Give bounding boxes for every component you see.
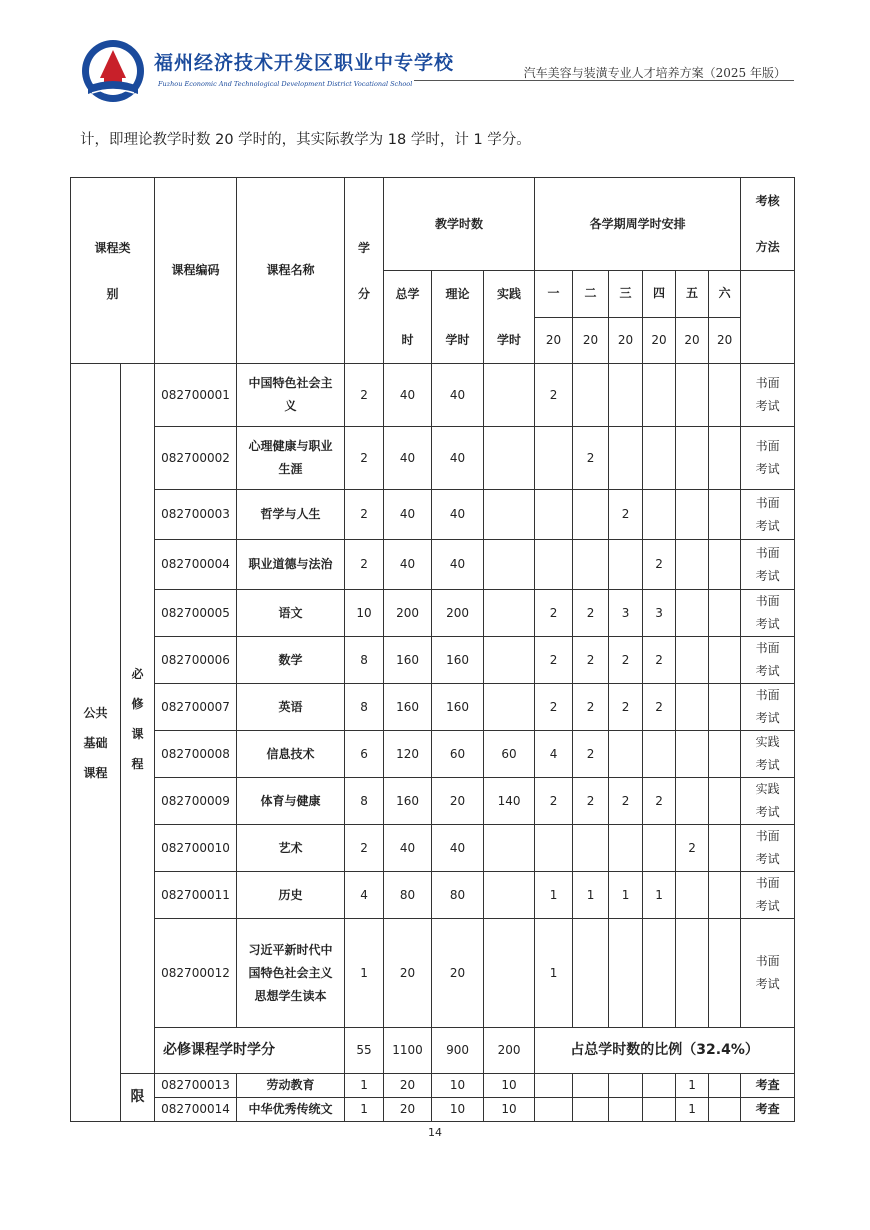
header-practice: 实践学时 xyxy=(484,271,535,364)
school-logo xyxy=(80,38,455,104)
semester-hours xyxy=(535,490,573,540)
summary-theory-hours: 900 xyxy=(432,1028,484,1074)
course-assess-text: 书面考试 xyxy=(755,495,780,533)
course-total-hours: 160 xyxy=(384,778,432,825)
course-code: 082700005 xyxy=(155,590,237,637)
course-practice-hours xyxy=(484,490,535,540)
course-name: 劳动教育 xyxy=(237,1074,345,1098)
semester-hours: 2 xyxy=(573,590,609,637)
course-total-hours: 160 xyxy=(384,637,432,684)
semester-hours: 1 xyxy=(609,872,643,919)
course-total-hours: 40 xyxy=(384,364,432,427)
page-number: 14 xyxy=(428,1126,442,1139)
course-theory-hours: 10 xyxy=(432,1074,484,1098)
semester-hours: 2 xyxy=(609,778,643,825)
course-credit: 1 xyxy=(345,1098,384,1122)
course-practice-hours: 140 xyxy=(484,778,535,825)
course-assess-text: 书面考试 xyxy=(755,376,780,413)
semester-hours xyxy=(676,364,709,427)
course-theory-hours: 160 xyxy=(432,684,484,731)
semester-weeks: 20 xyxy=(643,317,676,364)
table-row xyxy=(71,1098,795,1122)
course-practice-hours xyxy=(484,540,535,590)
course-practice-hours: 10 xyxy=(484,1074,535,1098)
course-assess xyxy=(741,364,795,427)
semester-weeks: 20 xyxy=(535,317,573,364)
semester-hours xyxy=(709,684,741,731)
course-name: 习近平新时代中国特色社会主义思想学生读本 xyxy=(237,919,345,1028)
school-name-en: Fuzhou Economic And Technological Development District Vocational School xyxy=(158,80,413,88)
course-code: 082700006 xyxy=(155,637,237,684)
course-code: 082700011 xyxy=(155,872,237,919)
summary-row xyxy=(71,1028,795,1074)
semester-hours xyxy=(609,731,643,778)
semester-hours: 3 xyxy=(643,590,676,637)
summary-label: 必修课程学时学分 xyxy=(155,1028,345,1074)
course-credit: 2 xyxy=(345,427,384,490)
course-assess-text: 书面考试 xyxy=(755,688,780,725)
semester-hours: 2 xyxy=(643,684,676,731)
course-name: 心理健康与职业生涯 xyxy=(237,427,345,490)
course-assess-text: 书面考试 xyxy=(755,594,780,631)
semester-hours xyxy=(676,684,709,731)
course-assess xyxy=(741,684,795,731)
course-credit: 8 xyxy=(345,684,384,731)
table-row xyxy=(71,778,795,825)
course-total-hours: 40 xyxy=(384,490,432,540)
header-assess-blank xyxy=(741,271,795,364)
course-assess xyxy=(741,590,795,637)
course-name: 历史 xyxy=(237,872,345,919)
course-credit: 1 xyxy=(345,1074,384,1098)
table-row xyxy=(71,919,795,1028)
semester-hours xyxy=(643,364,676,427)
course-credit: 2 xyxy=(345,364,384,427)
course-credit: 2 xyxy=(345,540,384,590)
course-code: 082700013 xyxy=(155,1074,237,1098)
course-theory-hours: 20 xyxy=(432,919,484,1028)
semester-hours xyxy=(535,1098,573,1122)
header-theory: 理论学时 xyxy=(432,271,484,364)
school-emblem-icon xyxy=(80,38,146,104)
table-row xyxy=(71,637,795,684)
course-total-hours: 20 xyxy=(384,1098,432,1122)
semester-hours xyxy=(535,427,573,490)
document-title: 汽车美容与装潢专业人才培养方案（2025 年版） xyxy=(523,66,786,80)
semester-weeks: 20 xyxy=(609,317,643,364)
semester-hours xyxy=(609,825,643,872)
semester-hours: 2 xyxy=(573,427,609,490)
course-practice-hours xyxy=(484,590,535,637)
course-credit: 8 xyxy=(345,637,384,684)
semester-hours: 2 xyxy=(535,364,573,427)
semester-hours: 2 xyxy=(643,637,676,684)
intro-paragraph: 计，即理论教学时数 20 学时的，其实际教学为 18 学时，计 1 学分。 xyxy=(80,132,531,148)
course-code: 082700009 xyxy=(155,778,237,825)
course-assess xyxy=(741,540,795,590)
course-assess-text: 书面考试 xyxy=(755,876,780,913)
semester-hours: 1 xyxy=(643,872,676,919)
semester-hours xyxy=(676,731,709,778)
table-row xyxy=(71,490,795,540)
course-theory-hours: 40 xyxy=(432,490,484,540)
course-assess: 考查 xyxy=(741,1074,795,1098)
semester-hours: 2 xyxy=(609,684,643,731)
course-code: 082700010 xyxy=(155,825,237,872)
category-limited: 限 xyxy=(121,1074,155,1122)
category-public-basic xyxy=(71,364,121,1122)
semester-hours xyxy=(609,427,643,490)
semester-hours xyxy=(643,1098,676,1122)
course-assess xyxy=(741,637,795,684)
course-total-hours: 40 xyxy=(384,427,432,490)
header-name: 课程名称 xyxy=(237,178,345,364)
course-assess xyxy=(741,427,795,490)
semester-hours xyxy=(676,427,709,490)
semester-hours: 2 xyxy=(573,637,609,684)
course-name: 数学 xyxy=(237,637,345,684)
semester-label: 六 xyxy=(709,271,741,318)
semester-hours xyxy=(676,872,709,919)
course-assess xyxy=(741,825,795,872)
semester-hours xyxy=(709,825,741,872)
course-name: 英语 xyxy=(237,684,345,731)
course-credit: 10 xyxy=(345,590,384,637)
semester-hours: 4 xyxy=(535,731,573,778)
category-public-basic-label: 公共基础课程 xyxy=(83,705,108,780)
course-total-hours: 120 xyxy=(384,731,432,778)
semester-hours xyxy=(535,1074,573,1098)
table-row xyxy=(71,872,795,919)
semester-hours: 2 xyxy=(535,684,573,731)
table-row xyxy=(71,825,795,872)
course-assess-text: 实践考试 xyxy=(755,782,780,819)
course-code: 082700001 xyxy=(155,364,237,427)
course-total-hours: 200 xyxy=(384,590,432,637)
course-name: 信息技术 xyxy=(237,731,345,778)
course-theory-hours: 40 xyxy=(432,364,484,427)
course-code: 082700002 xyxy=(155,427,237,490)
course-name: 职业道德与法治 xyxy=(237,540,345,590)
course-total-hours: 40 xyxy=(384,825,432,872)
semester-weeks: 20 xyxy=(573,317,609,364)
semester-hours: 2 xyxy=(535,778,573,825)
semester-label: 二 xyxy=(573,271,609,318)
table-row xyxy=(71,1074,795,1098)
semester-hours xyxy=(709,1098,741,1122)
course-table xyxy=(70,177,795,1122)
course-theory-hours: 40 xyxy=(432,540,484,590)
semester-hours: 1 xyxy=(573,872,609,919)
table-row xyxy=(71,684,795,731)
semester-hours: 3 xyxy=(609,590,643,637)
semester-hours xyxy=(643,490,676,540)
course-theory-hours: 160 xyxy=(432,637,484,684)
table-row xyxy=(71,590,795,637)
table-row xyxy=(71,540,795,590)
semester-hours xyxy=(643,731,676,778)
course-practice-hours xyxy=(484,872,535,919)
course-assess-text: 书面考试 xyxy=(755,439,780,476)
course-assess-text: 实践考试 xyxy=(755,735,780,772)
course-assess xyxy=(741,490,795,540)
header-assess: 考核方法 xyxy=(741,178,795,271)
course-code: 082700008 xyxy=(155,731,237,778)
course-assess-text: 书面考试 xyxy=(755,641,780,678)
semester-hours: 2 xyxy=(573,731,609,778)
course-name: 语文 xyxy=(237,590,345,637)
semester-hours: 1 xyxy=(676,1074,709,1098)
semester-hours xyxy=(676,590,709,637)
semester-hours xyxy=(709,590,741,637)
header-code: 课程编码 xyxy=(155,178,237,364)
semester-hours: 1 xyxy=(676,1098,709,1122)
semester-hours xyxy=(535,540,573,590)
header-category: 课程类别 xyxy=(71,178,155,364)
semester-hours: 2 xyxy=(676,825,709,872)
course-code: 082700003 xyxy=(155,490,237,540)
school-name-cn: 福州经济技术开发区职业中专学校 xyxy=(154,52,455,74)
summary-credit: 55 xyxy=(345,1028,384,1074)
semester-hours xyxy=(709,427,741,490)
course-total-hours: 160 xyxy=(384,684,432,731)
semester-weeks: 20 xyxy=(709,317,741,364)
course-practice-hours xyxy=(484,637,535,684)
semester-hours xyxy=(709,637,741,684)
course-practice-hours xyxy=(484,427,535,490)
course-practice-hours: 10 xyxy=(484,1098,535,1122)
course-code: 082700007 xyxy=(155,684,237,731)
course-assess: 考查 xyxy=(741,1098,795,1122)
course-practice-hours: 60 xyxy=(484,731,535,778)
course-credit: 2 xyxy=(345,825,384,872)
semester-hours xyxy=(676,540,709,590)
course-theory-hours: 10 xyxy=(432,1098,484,1122)
semester-label: 一 xyxy=(535,271,573,318)
semester-hours xyxy=(609,540,643,590)
summary-ratio: 占总学时数的比例（32.4%） xyxy=(535,1028,795,1074)
table-row xyxy=(71,364,795,427)
semester-hours xyxy=(573,1098,609,1122)
header-total: 总学时 xyxy=(384,271,432,364)
semester-hours xyxy=(676,919,709,1028)
header-divider xyxy=(414,80,794,81)
course-name: 体育与健康 xyxy=(237,778,345,825)
semester-hours xyxy=(676,637,709,684)
course-theory-hours: 40 xyxy=(432,825,484,872)
semester-hours xyxy=(709,778,741,825)
course-code: 082700012 xyxy=(155,919,237,1028)
course-assess xyxy=(741,919,795,1028)
semester-hours xyxy=(643,1074,676,1098)
semester-hours: 1 xyxy=(535,919,573,1028)
semester-hours xyxy=(709,540,741,590)
category-required xyxy=(121,364,155,1074)
semester-hours xyxy=(573,490,609,540)
course-assess-text: 书面考试 xyxy=(755,829,780,866)
semester-hours xyxy=(643,825,676,872)
table-row xyxy=(71,731,795,778)
semester-hours xyxy=(609,1098,643,1122)
semester-label: 五 xyxy=(676,271,709,318)
course-credit: 6 xyxy=(345,731,384,778)
semester-hours xyxy=(609,364,643,427)
semester-label: 三 xyxy=(609,271,643,318)
course-code: 082700004 xyxy=(155,540,237,590)
course-total-hours: 20 xyxy=(384,1074,432,1098)
semester-hours: 2 xyxy=(643,540,676,590)
course-assess-text: 书面考试 xyxy=(755,545,780,583)
semester-hours: 2 xyxy=(535,590,573,637)
course-assess xyxy=(741,731,795,778)
course-practice-hours xyxy=(484,684,535,731)
course-credit: 1 xyxy=(345,919,384,1028)
course-total-hours: 40 xyxy=(384,540,432,590)
course-assess xyxy=(741,778,795,825)
semester-hours: 2 xyxy=(609,490,643,540)
header-semesters: 各学期周学时安排 xyxy=(535,178,741,271)
semester-hours xyxy=(676,778,709,825)
semester-hours xyxy=(535,825,573,872)
course-theory-hours: 20 xyxy=(432,778,484,825)
table-row xyxy=(71,427,795,490)
header-hours: 教学时数 xyxy=(384,178,535,271)
semester-hours xyxy=(676,490,709,540)
category-required-label: 必修课程 xyxy=(131,666,144,771)
semester-hours xyxy=(643,427,676,490)
header-credit: 学分 xyxy=(345,178,384,364)
semester-hours xyxy=(609,1074,643,1098)
semester-hours xyxy=(573,1074,609,1098)
course-theory-hours: 80 xyxy=(432,872,484,919)
course-name: 哲学与人生 xyxy=(237,490,345,540)
course-name: 艺术 xyxy=(237,825,345,872)
course-total-hours: 20 xyxy=(384,919,432,1028)
semester-hours xyxy=(709,490,741,540)
course-practice-hours xyxy=(484,825,535,872)
course-assess xyxy=(741,872,795,919)
course-credit: 2 xyxy=(345,490,384,540)
semester-weeks: 20 xyxy=(676,317,709,364)
semester-hours xyxy=(573,364,609,427)
summary-practice-hours: 200 xyxy=(484,1028,535,1074)
semester-hours xyxy=(709,919,741,1028)
semester-hours: 2 xyxy=(573,684,609,731)
course-credit: 4 xyxy=(345,872,384,919)
semester-hours xyxy=(709,1074,741,1098)
course-name: 中华优秀传统文 xyxy=(237,1098,345,1122)
page-header xyxy=(0,0,870,110)
course-practice-hours xyxy=(484,919,535,1028)
course-theory-hours: 40 xyxy=(432,427,484,490)
semester-hours: 2 xyxy=(535,637,573,684)
semester-hours: 2 xyxy=(609,637,643,684)
semester-hours xyxy=(573,825,609,872)
semester-hours xyxy=(609,919,643,1028)
course-code: 082700014 xyxy=(155,1098,237,1122)
semester-hours xyxy=(573,919,609,1028)
semester-hours xyxy=(573,540,609,590)
course-theory-hours: 60 xyxy=(432,731,484,778)
summary-total-hours: 1100 xyxy=(384,1028,432,1074)
semester-hours xyxy=(709,731,741,778)
semester-label: 四 xyxy=(643,271,676,318)
course-practice-hours xyxy=(484,364,535,427)
semester-hours xyxy=(709,364,741,427)
course-name: 中国特色社会主义 xyxy=(237,364,345,427)
course-total-hours: 80 xyxy=(384,872,432,919)
semester-hours: 2 xyxy=(643,778,676,825)
semester-hours xyxy=(643,919,676,1028)
semester-hours: 1 xyxy=(535,872,573,919)
course-assess-text: 书面考试 xyxy=(755,954,780,991)
course-theory-hours: 200 xyxy=(432,590,484,637)
semester-hours xyxy=(709,872,741,919)
semester-hours: 2 xyxy=(573,778,609,825)
course-credit: 8 xyxy=(345,778,384,825)
